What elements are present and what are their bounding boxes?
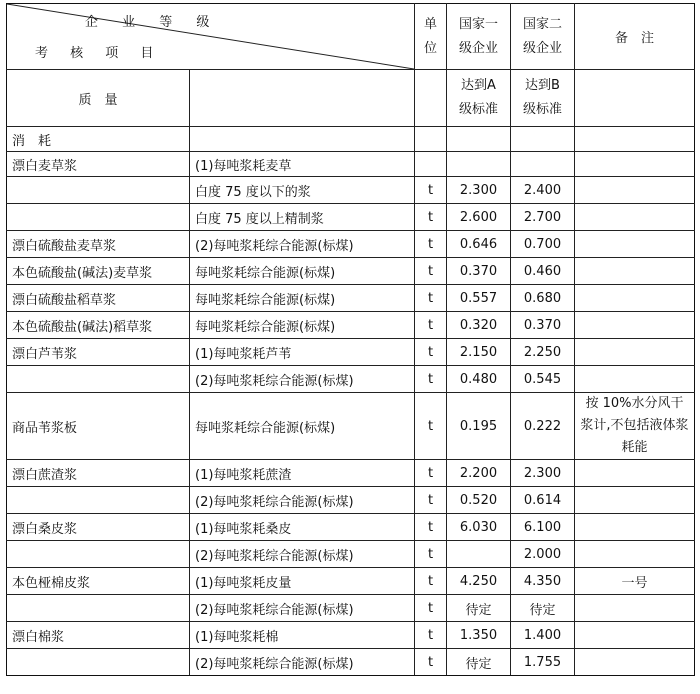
- row-unit: t: [415, 595, 447, 622]
- grade-header-label: 企 业 等 级: [85, 15, 220, 30]
- row-remark: [575, 649, 695, 676]
- row-unit: t: [415, 541, 447, 568]
- row-level2-value: 2.700: [511, 204, 575, 231]
- row-spec: (1)每吨浆耗棉: [190, 622, 415, 649]
- section-label: 消 耗: [7, 127, 190, 152]
- row-remark: [575, 258, 695, 285]
- row-remark: [575, 514, 695, 541]
- row-unit: t: [415, 487, 447, 514]
- row-spec: (2)每吨浆耗综合能源(标煤): [190, 541, 415, 568]
- row-item: 本色硫酸盐(碱法)稻草浆: [7, 312, 190, 339]
- row-item: 漂白棉浆: [7, 622, 190, 649]
- row-level2-value: 2.300: [511, 460, 575, 487]
- row-level2-value: 0.545: [511, 366, 575, 393]
- section-row: [7, 127, 695, 152]
- row-level2-value: 6.100: [511, 514, 575, 541]
- row-level2-value: 4.350: [511, 568, 575, 595]
- row-level1-value: 2.150: [447, 339, 511, 366]
- row-unit: t: [415, 312, 447, 339]
- row-spec: (1)每吨浆耗蔗渣: [190, 460, 415, 487]
- row-remark: [575, 622, 695, 649]
- row-remark: [575, 177, 695, 204]
- row-level1-value: [447, 541, 511, 568]
- row-level1-value: 0.195: [447, 393, 511, 460]
- row-level2-value: 0.614: [511, 487, 575, 514]
- table-row: [7, 312, 695, 339]
- row-item: 本色桠棉皮浆: [7, 568, 190, 595]
- table-row: [7, 339, 695, 366]
- row-item: [7, 541, 190, 568]
- row-level1-value: 0.480: [447, 366, 511, 393]
- row-item: 漂白芦苇浆: [7, 339, 190, 366]
- row-remark: 一号: [575, 568, 695, 595]
- row-remark: 按 10%水分风干浆计,不包括液体浆耗能: [575, 393, 695, 460]
- table-row: [7, 393, 695, 460]
- row-spec: (2)每吨浆耗综合能源(标煤): [190, 231, 415, 258]
- row-remark: [575, 231, 695, 258]
- level1-header: 国家一 级企业: [447, 4, 511, 70]
- row-level1-value: 0.520: [447, 487, 511, 514]
- row-spec: (2)每吨浆耗综合能源(标煤): [190, 595, 415, 622]
- row-remark: [575, 312, 695, 339]
- row-level2-value: 待定: [511, 595, 575, 622]
- row-item: [7, 595, 190, 622]
- row-remark: [575, 366, 695, 393]
- remark-header: 备 注: [575, 4, 695, 70]
- row-unit: t: [415, 177, 447, 204]
- row-item: 本色硫酸盐(碱法)麦草浆: [7, 258, 190, 285]
- row-item: [7, 204, 190, 231]
- row-unit: t: [415, 568, 447, 595]
- row-unit: t: [415, 393, 447, 460]
- row-spec: (2)每吨浆耗综合能源(标煤): [190, 366, 415, 393]
- row-item: 漂白桑皮浆: [7, 514, 190, 541]
- row-level1-value: 6.030: [447, 514, 511, 541]
- row-spec: 每吨浆耗综合能源(标煤): [190, 312, 415, 339]
- table-row: [7, 649, 695, 676]
- row-unit: t: [415, 622, 447, 649]
- row-item: 漂白蔗渣浆: [7, 460, 190, 487]
- row-item: 漂白麦草浆: [7, 152, 190, 177]
- quality-level1: 达到A 级标准: [447, 70, 511, 127]
- row-unit: t: [415, 231, 447, 258]
- row-level2-value: 0.460: [511, 258, 575, 285]
- row-spec: (1)每吨浆耗桑皮: [190, 514, 415, 541]
- row-level2-value: [511, 152, 575, 177]
- row-level2-value: 1.400: [511, 622, 575, 649]
- row-spec: (1)每吨浆耗麦草: [190, 152, 415, 177]
- table-row: [7, 285, 695, 312]
- row-unit: t: [415, 285, 447, 312]
- row-unit: t: [415, 366, 447, 393]
- consumption-standards-table: [6, 3, 695, 676]
- row-unit: t: [415, 204, 447, 231]
- quality-level2: 达到B 级标准: [511, 70, 575, 127]
- row-spec: 每吨浆耗综合能源(标煤): [190, 258, 415, 285]
- row-item: [7, 177, 190, 204]
- row-item: 漂白硫酸盐麦草浆: [7, 231, 190, 258]
- quality-label: 质 量: [7, 70, 190, 127]
- row-unit: t: [415, 514, 447, 541]
- row-item: [7, 487, 190, 514]
- level2-header: 国家二 级企业: [511, 4, 575, 70]
- row-spec: (2)每吨浆耗综合能源(标煤): [190, 487, 415, 514]
- header-row: [7, 4, 695, 70]
- row-remark: [575, 204, 695, 231]
- row-level1-value: [447, 152, 511, 177]
- row-spec: (1)每吨浆耗皮量: [190, 568, 415, 595]
- row-item: 漂白硫酸盐稻草浆: [7, 285, 190, 312]
- item-header-label: 考 核 项 目: [35, 46, 163, 61]
- row-level2-value: 0.370: [511, 312, 575, 339]
- row-level1-value: 4.250: [447, 568, 511, 595]
- row-level2-value: 2.250: [511, 339, 575, 366]
- table-row: [7, 258, 695, 285]
- row-remark: [575, 487, 695, 514]
- row-remark: [575, 460, 695, 487]
- table-row: [7, 204, 695, 231]
- quality-row: [7, 70, 695, 127]
- table-row: [7, 366, 695, 393]
- row-level1-value: 0.370: [447, 258, 511, 285]
- row-spec: (2)每吨浆耗综合能源(标煤): [190, 649, 415, 676]
- table-row: [7, 177, 695, 204]
- row-level2-value: 0.222: [511, 393, 575, 460]
- table-row: [7, 514, 695, 541]
- row-unit: t: [415, 460, 447, 487]
- table-row: [7, 541, 695, 568]
- row-remark: [575, 541, 695, 568]
- table-row: [7, 152, 695, 177]
- row-unit: t: [415, 258, 447, 285]
- table-row: [7, 568, 695, 595]
- row-level1-value: 0.557: [447, 285, 511, 312]
- row-remark: [575, 595, 695, 622]
- table-row: [7, 622, 695, 649]
- table-row: [7, 231, 695, 258]
- row-spec: 白度 75 度以下的浆: [190, 177, 415, 204]
- table-row: [7, 460, 695, 487]
- row-item: 商品苇浆板: [7, 393, 190, 460]
- row-unit: t: [415, 649, 447, 676]
- row-level1-value: 2.600: [447, 204, 511, 231]
- row-level1-value: 待定: [447, 649, 511, 676]
- row-remark: [575, 285, 695, 312]
- table-row: [7, 487, 695, 514]
- row-item: [7, 649, 190, 676]
- diagonal-header-cell: [7, 4, 415, 70]
- unit-header: 单 位: [415, 4, 447, 70]
- table-row: [7, 595, 695, 622]
- row-spec: 每吨浆耗综合能源(标煤): [190, 393, 415, 460]
- row-level2-value: 1.755: [511, 649, 575, 676]
- row-unit: [415, 152, 447, 177]
- row-level1-value: 2.300: [447, 177, 511, 204]
- row-item: [7, 366, 190, 393]
- row-level2-value: 0.680: [511, 285, 575, 312]
- row-level2-value: 2.400: [511, 177, 575, 204]
- row-spec: 每吨浆耗综合能源(标煤): [190, 285, 415, 312]
- row-level2-value: 0.700: [511, 231, 575, 258]
- row-remark: [575, 152, 695, 177]
- row-level1-value: 0.320: [447, 312, 511, 339]
- row-unit: t: [415, 339, 447, 366]
- row-level2-value: 2.000: [511, 541, 575, 568]
- row-level1-value: 待定: [447, 595, 511, 622]
- row-spec: 白度 75 度以上精制浆: [190, 204, 415, 231]
- data-rows: [7, 152, 695, 676]
- row-remark: [575, 339, 695, 366]
- row-spec: (1)每吨浆耗芦苇: [190, 339, 415, 366]
- row-level1-value: 0.646: [447, 231, 511, 258]
- row-level1-value: 1.350: [447, 622, 511, 649]
- row-level1-value: 2.200: [447, 460, 511, 487]
